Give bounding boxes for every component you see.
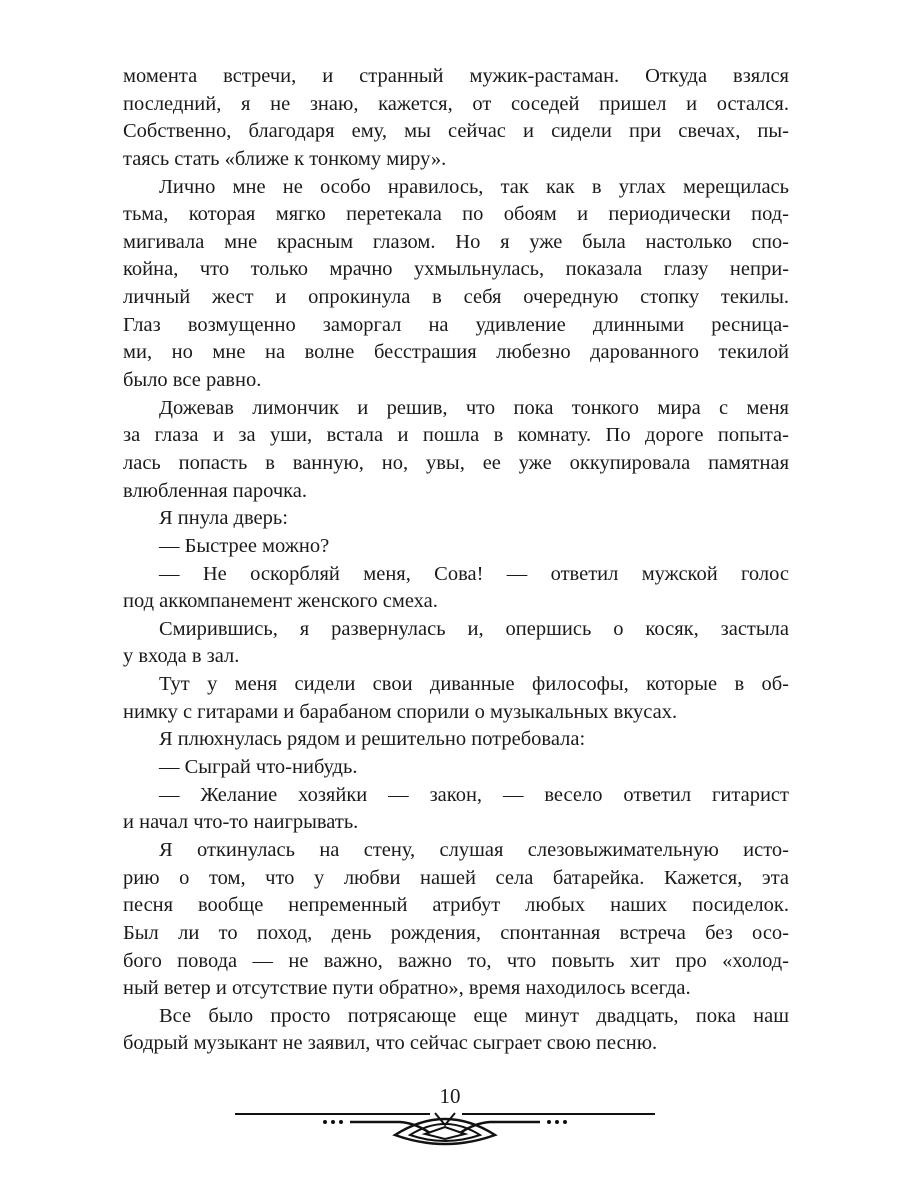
footer-ornament-icon [230,1105,660,1155]
text-line: Все было просто потрясающе еще минут двадцать, пока наш [159,1004,789,1027]
text-line: Дожевав лимончик и решив, что пока тонкого мира с меня [159,396,789,419]
text-line: — Желание хозяйки — закон, — весело ответил гитарист [159,783,789,806]
text-line: под аккомпанемент женского смеха. [123,590,438,613]
page-body-text [123,63,789,1058]
text-line: влюбленная парочка. [123,479,308,502]
text-line: ный ветер и отсутствие пути обратно», время находилось всегда. [123,977,691,1000]
text-line: Глаз возмущенно заморгал на удивление длинными ресница- [123,313,789,336]
page-number: 10 [439,1084,461,1108]
text-line: последний, я не знаю, кажется, от соседей пришел и остался. [123,92,789,115]
text-line: было все равно. [123,369,262,392]
text-line: Был ли то поход, день рождения, спонтанная встреча без осо- [123,921,789,944]
text-line: таясь стать «ближе к тонкому миру». [123,147,447,170]
text-line: нимку с гитарами и барабаном спорили о музыкальных вкусах. [123,700,678,723]
text-line: Я откинулась на стену, слушая слезовыжимательную исто- [159,838,789,861]
text-line: Собственно, благодаря ему, мы сейчас и сидели при свечах, пы- [123,120,789,143]
text-line: у входа в зал. [123,645,240,668]
text-line: бого повода — не важно, важно то, что повыть хит про «холод- [123,949,789,972]
text-line: — Быстрее можно? [159,534,330,557]
text-line: Тут у меня сидели свои диванные философы, которые в об- [159,673,789,696]
text-line: койна, что только мрачно ухмыльнулась, показала глазу непри- [123,258,789,281]
text-line: за глаза и за уши, встала и пошла в комнату. По дороге попыта- [123,424,789,447]
text-line: ми, но мне на волне бесстрашия любезно дарованного текилой [123,341,789,364]
text-line: рию о том, что у любви нашей села батарейка. Кажется, эта [123,866,789,889]
text-line: — Не оскорбляй меня, Сова! — ответил мужской голос [159,562,789,585]
text-line: тьма, которая мягко перетекала по обоям и периодически под- [123,203,789,226]
text-line: Лично мне не особо нравилось, так как в углах мерещилась [159,175,789,198]
text-line: лась попасть в ванную, но, увы, ее уже оккупировала памятная [123,451,789,474]
text-line: Я пнула дверь: [159,507,288,530]
text-line: песня вообще непременный атрибут любых наших посиделок. [123,894,789,917]
text-line: бодрый музыкант не заявил, что сейчас сыграет свою песню. [123,1032,658,1055]
text-line: Смирившись, я развернулась и, опершись о косяк, застыла [159,617,789,640]
text-line: Я плюхнулась рядом и решительно потребовала: [159,728,586,751]
text-line: — Сыграй что-нибудь. [159,756,358,779]
text-line: мигивала мне красным глазом. Но я уже была настолько спо- [123,230,789,253]
text-line: момента встречи, и странный мужик-растаман. Откуда взялся [123,65,789,87]
text-line: личный жест и опрокинула в себя очередную стопку текилы. [123,286,789,309]
text-line: и начал что-то наигрывать. [123,811,359,834]
